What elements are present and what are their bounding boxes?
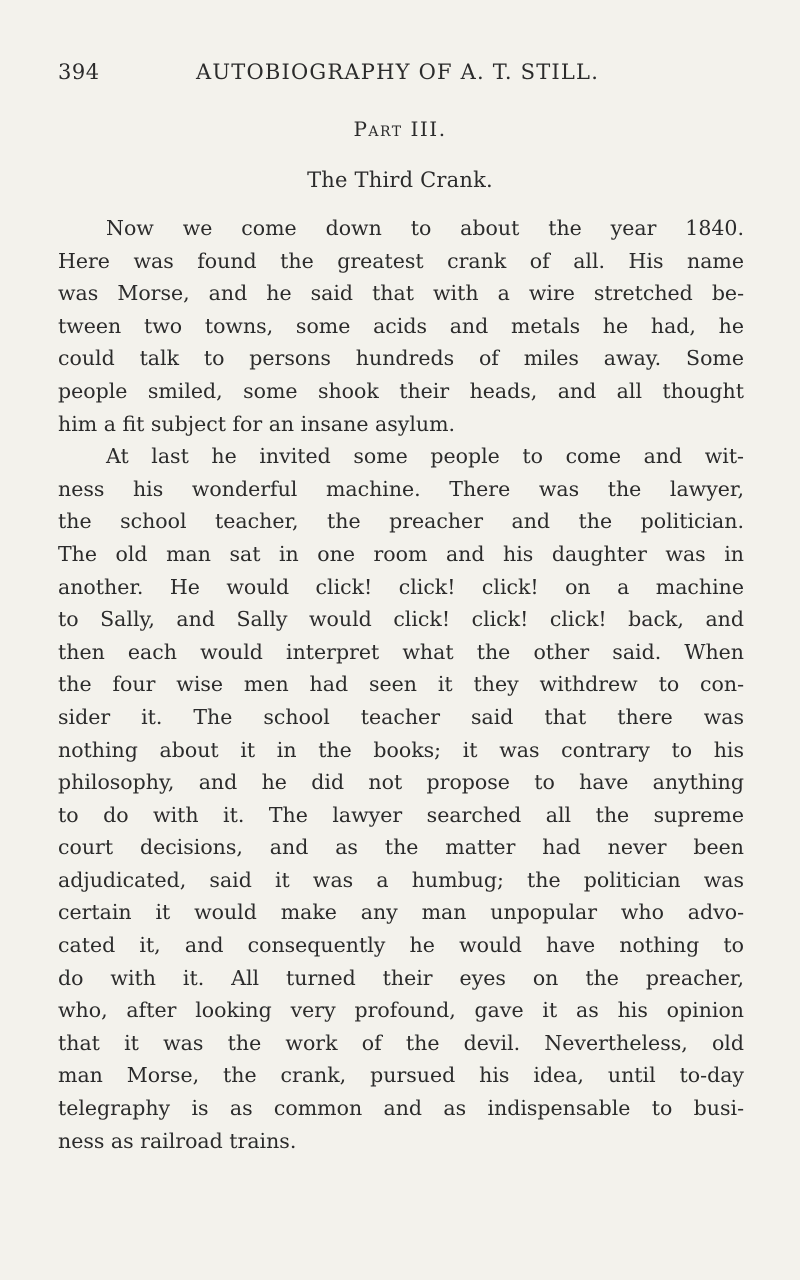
text-line: certain it would make any man unpopular who advo- xyxy=(58,900,744,925)
text-line: nothing about it in the books; it was contrary to his xyxy=(58,737,744,762)
text-line: people smiled, some shook their heads, and all thought xyxy=(58,378,744,403)
text-line: philosophy, and he did not propose to have anything xyxy=(58,770,744,795)
text-line: sider it. The school teacher said that there was xyxy=(58,704,744,729)
text-line: court decisions, and as the matter had never been xyxy=(58,835,744,860)
text-line: another. He would click! click! click! on a machine xyxy=(58,574,744,599)
text-line: could talk to persons hundreds of miles away. Some xyxy=(58,346,744,371)
text-line: telegraphy is as common and as indispensable to busi- xyxy=(58,1096,744,1121)
text-line: tween two towns, some acids and metals he had, he xyxy=(58,313,744,338)
text-line: that it was the work of the devil. Nevertheless, old xyxy=(58,1030,744,1055)
text-line: man Morse, the crank, pursued his idea, until to-day xyxy=(58,1063,744,1088)
body-text xyxy=(58,212,744,1157)
text-line: the school teacher, the preacher and the politician. xyxy=(58,509,744,534)
text-line: ness his wonderful machine. There was the lawyer, xyxy=(58,476,744,501)
text-line: then each would interpret what the other said. When xyxy=(58,639,744,664)
text-line: him a fit subject for an insane asylum. xyxy=(58,411,456,436)
text-line: At last he invited some people to come and wit- xyxy=(106,444,744,469)
text-line: Here was found the greatest crank of all. His name xyxy=(58,248,744,273)
text-line: was Morse, and he said that with a wire stretched be- xyxy=(58,281,744,306)
running-title: AUTOBIOGRAPHY OF A. T. STILL. xyxy=(196,60,600,84)
part-heading: Part III. xyxy=(353,117,447,141)
text-line: who, after looking very profound, gave it as his opinion xyxy=(58,998,744,1023)
text-line: to do with it. The lawyer searched all the supreme xyxy=(58,802,744,827)
text-line: ness as railroad trains. xyxy=(58,1128,297,1153)
text-line: cated it, and consequently he would have nothing to xyxy=(58,933,744,958)
page-number: 394 xyxy=(58,60,100,84)
text-line: Now we come down to about the year 1840. xyxy=(106,216,744,240)
text-line: The old man sat in one room and his daughter was in xyxy=(58,541,744,566)
chapter-title: The Third Crank. xyxy=(307,168,493,192)
text-line: adjudicated, said it was a humbug; the politician was xyxy=(58,867,744,892)
text-line: the four wise men had seen it they withdrew to con- xyxy=(58,672,744,697)
running-head xyxy=(58,60,744,92)
text-line: do with it. All turned their eyes on the preacher, xyxy=(58,965,744,990)
text-line: to Sally, and Sally would click! click! click! back, and xyxy=(58,607,744,632)
